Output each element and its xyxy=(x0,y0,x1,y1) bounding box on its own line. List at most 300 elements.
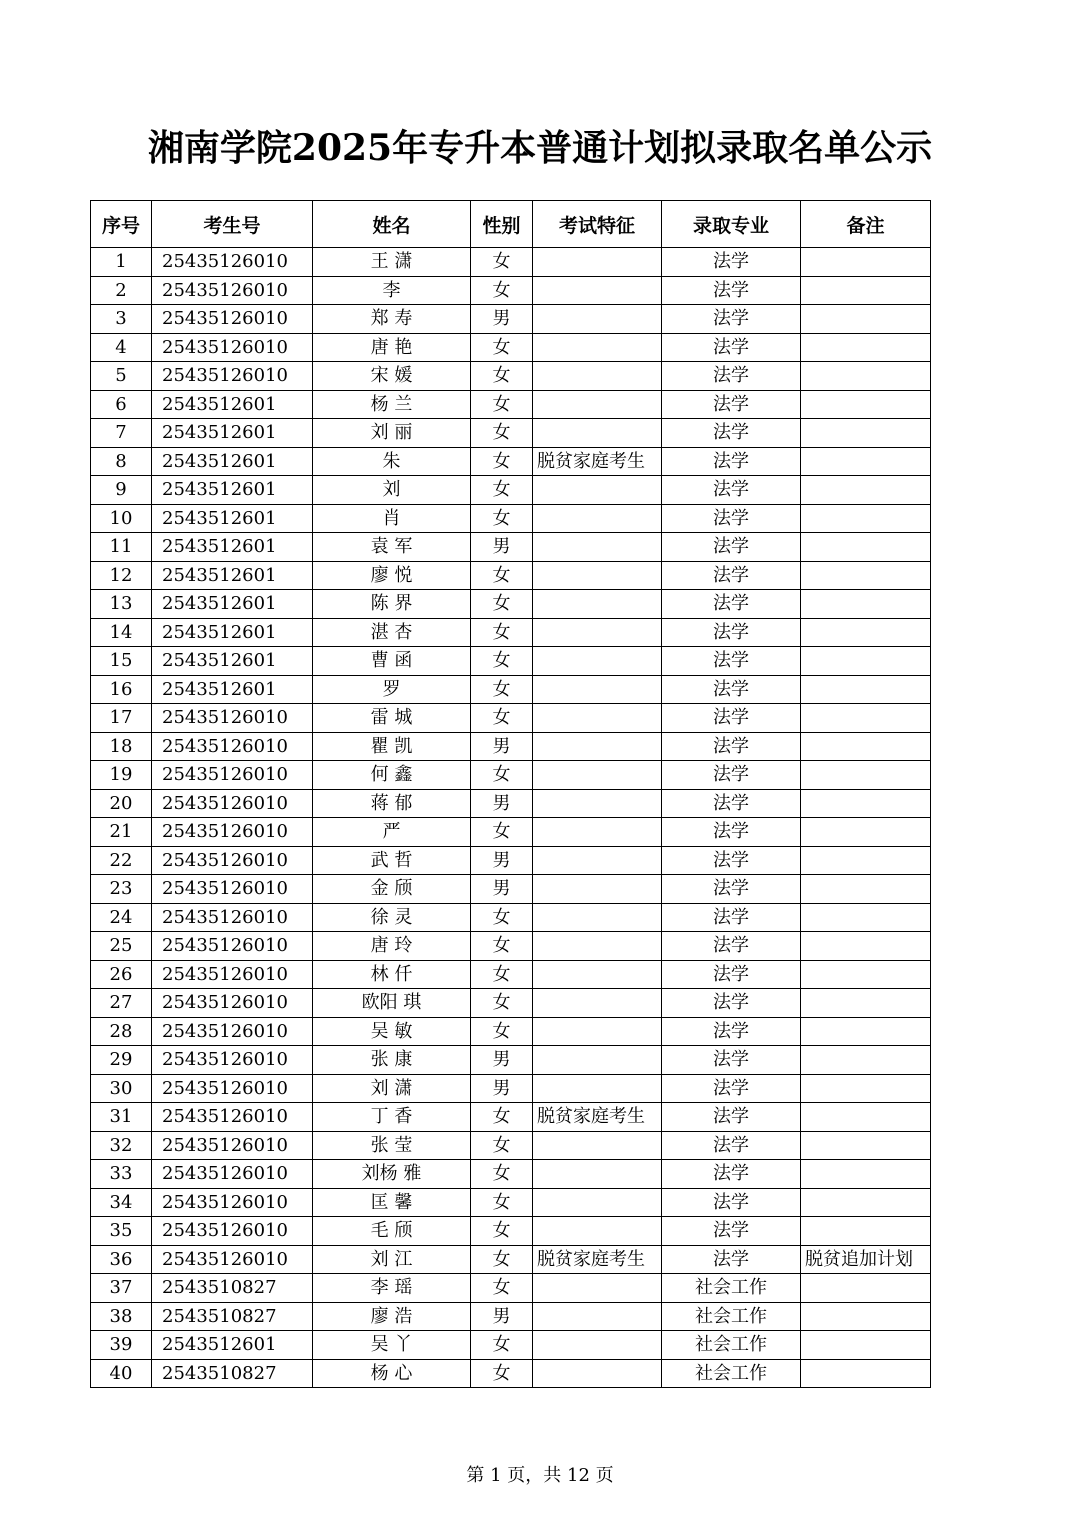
cell-major: 法学 xyxy=(662,1160,801,1189)
cell-major: 法学 xyxy=(662,1188,801,1217)
cell-gender: 女 xyxy=(471,818,533,847)
cell-remarks xyxy=(801,1017,931,1046)
cell-gender: 女 xyxy=(471,561,533,590)
cell-remarks xyxy=(801,818,931,847)
cell-seq: 39 xyxy=(91,1331,152,1360)
cell-major: 法学 xyxy=(662,419,801,448)
cell-remarks xyxy=(801,533,931,562)
cell-exam-feature xyxy=(533,789,662,818)
cell-gender: 女 xyxy=(471,1017,533,1046)
cell-exam-feature xyxy=(533,1274,662,1303)
cell-exam-feature xyxy=(533,903,662,932)
cell-name: 刘 潇 xyxy=(313,1074,471,1103)
cell-seq: 13 xyxy=(91,590,152,619)
header-remarks: 备注 xyxy=(801,201,931,248)
cell-seq: 17 xyxy=(91,704,152,733)
cell-gender: 女 xyxy=(471,647,533,676)
cell-major: 法学 xyxy=(662,789,801,818)
cell-exam-id: 25435126010 xyxy=(152,932,313,961)
cell-remarks xyxy=(801,647,931,676)
cell-exam-id: 25435126010 xyxy=(152,1217,313,1246)
cell-exam-feature xyxy=(533,1359,662,1388)
cell-exam-id: 25435126010 xyxy=(152,1245,313,1274)
cell-name: 匡 馨 xyxy=(313,1188,471,1217)
cell-exam-id: 2543512601 xyxy=(152,504,313,533)
cell-major: 法学 xyxy=(662,732,801,761)
cell-remarks xyxy=(801,248,931,277)
cell-gender: 女 xyxy=(471,1274,533,1303)
cell-name: 朱 xyxy=(313,447,471,476)
cell-remarks xyxy=(801,761,931,790)
table-row xyxy=(91,675,931,704)
cell-exam-feature xyxy=(533,647,662,676)
table-row xyxy=(91,875,931,904)
cell-exam-id: 25435126010 xyxy=(152,333,313,362)
cell-major: 法学 xyxy=(662,903,801,932)
cell-seq: 22 xyxy=(91,846,152,875)
cell-major: 法学 xyxy=(662,362,801,391)
cell-remarks xyxy=(801,333,931,362)
cell-exam-feature xyxy=(533,1046,662,1075)
table-row xyxy=(91,390,931,419)
cell-gender: 女 xyxy=(471,704,533,733)
cell-seq: 3 xyxy=(91,305,152,334)
cell-name: 王 潇 xyxy=(313,248,471,277)
cell-gender: 男 xyxy=(471,789,533,818)
table-row xyxy=(91,989,931,1018)
cell-major: 法学 xyxy=(662,390,801,419)
cell-gender: 女 xyxy=(471,333,533,362)
cell-remarks xyxy=(801,1131,931,1160)
cell-seq: 5 xyxy=(91,362,152,391)
cell-exam-feature xyxy=(533,1331,662,1360)
cell-name: 徐 灵 xyxy=(313,903,471,932)
cell-major: 法学 xyxy=(662,818,801,847)
cell-exam-id: 25435126010 xyxy=(152,248,313,277)
cell-name: 罗 xyxy=(313,675,471,704)
cell-name: 廖 浩 xyxy=(313,1302,471,1331)
cell-name: 袁 军 xyxy=(313,533,471,562)
cell-name: 何 鑫 xyxy=(313,761,471,790)
cell-exam-id: 25435126010 xyxy=(152,704,313,733)
cell-seq: 37 xyxy=(91,1274,152,1303)
table-row xyxy=(91,704,931,733)
cell-exam-id: 2543510827 xyxy=(152,1359,313,1388)
cell-remarks xyxy=(801,903,931,932)
cell-major: 法学 xyxy=(662,1217,801,1246)
cell-remarks xyxy=(801,504,931,533)
cell-remarks xyxy=(801,846,931,875)
header-name: 姓名 xyxy=(313,201,471,248)
table-row xyxy=(91,761,931,790)
cell-exam-feature xyxy=(533,618,662,647)
cell-major: 法学 xyxy=(662,476,801,505)
cell-exam-feature xyxy=(533,533,662,562)
cell-gender: 女 xyxy=(471,1103,533,1132)
cell-seq: 6 xyxy=(91,390,152,419)
cell-exam-feature xyxy=(533,1160,662,1189)
cell-seq: 27 xyxy=(91,989,152,1018)
cell-gender: 女 xyxy=(471,960,533,989)
cell-exam-id: 25435126010 xyxy=(152,789,313,818)
cell-remarks xyxy=(801,362,931,391)
cell-remarks xyxy=(801,419,931,448)
table-row xyxy=(91,1274,931,1303)
cell-seq: 24 xyxy=(91,903,152,932)
cell-remarks xyxy=(801,704,931,733)
cell-gender: 女 xyxy=(471,989,533,1018)
cell-remarks xyxy=(801,1302,931,1331)
cell-major: 法学 xyxy=(662,989,801,1018)
cell-exam-feature xyxy=(533,390,662,419)
cell-gender: 男 xyxy=(471,732,533,761)
cell-major: 法学 xyxy=(662,1131,801,1160)
cell-seq: 28 xyxy=(91,1017,152,1046)
cell-major: 法学 xyxy=(662,875,801,904)
cell-exam-feature xyxy=(533,333,662,362)
header-row xyxy=(91,201,931,248)
table-row xyxy=(91,1160,931,1189)
cell-seq: 10 xyxy=(91,504,152,533)
cell-exam-id: 2543510827 xyxy=(152,1302,313,1331)
table-row xyxy=(91,903,931,932)
cell-exam-feature: 脱贫家庭考生 xyxy=(533,1103,662,1132)
cell-name: 刘 丽 xyxy=(313,419,471,448)
cell-remarks: 脱贫追加计划 xyxy=(801,1245,931,1274)
table-row xyxy=(91,305,931,334)
cell-seq: 8 xyxy=(91,447,152,476)
table-row xyxy=(91,533,931,562)
cell-seq: 25 xyxy=(91,932,152,961)
cell-gender: 女 xyxy=(471,419,533,448)
table-row xyxy=(91,276,931,305)
cell-gender: 女 xyxy=(471,590,533,619)
cell-exam-id: 25435126010 xyxy=(152,1160,313,1189)
cell-name: 武 哲 xyxy=(313,846,471,875)
table-row xyxy=(91,476,931,505)
table-row xyxy=(91,1245,931,1274)
cell-exam-id: 2543512601 xyxy=(152,390,313,419)
table-row xyxy=(91,447,931,476)
cell-seq: 35 xyxy=(91,1217,152,1246)
cell-major: 法学 xyxy=(662,932,801,961)
cell-remarks xyxy=(801,476,931,505)
cell-exam-feature: 脱贫家庭考生 xyxy=(533,1245,662,1274)
cell-major: 法学 xyxy=(662,561,801,590)
cell-exam-id: 2543512601 xyxy=(152,476,313,505)
cell-exam-id: 2543512601 xyxy=(152,419,313,448)
cell-major: 法学 xyxy=(662,276,801,305)
cell-exam-feature xyxy=(533,1188,662,1217)
cell-seq: 21 xyxy=(91,818,152,847)
cell-exam-feature xyxy=(533,305,662,334)
cell-name: 唐 玲 xyxy=(313,932,471,961)
cell-name: 刘 江 xyxy=(313,1245,471,1274)
cell-exam-id: 25435126010 xyxy=(152,846,313,875)
page-footer: 第 1 页，共 12 页 xyxy=(466,1465,614,1486)
cell-name: 肖 xyxy=(313,504,471,533)
cell-seq: 20 xyxy=(91,789,152,818)
cell-exam-feature xyxy=(533,276,662,305)
cell-exam-id: 25435126010 xyxy=(152,818,313,847)
cell-seq: 23 xyxy=(91,875,152,904)
cell-gender: 女 xyxy=(471,447,533,476)
cell-exam-feature xyxy=(533,818,662,847)
cell-name: 李 瑶 xyxy=(313,1274,471,1303)
cell-name: 刘 xyxy=(313,476,471,505)
cell-seq: 12 xyxy=(91,561,152,590)
cell-major: 法学 xyxy=(662,704,801,733)
cell-remarks xyxy=(801,390,931,419)
cell-major: 社会工作 xyxy=(662,1302,801,1331)
table-row xyxy=(91,362,931,391)
header-exam-feature: 考试特征 xyxy=(533,201,662,248)
cell-exam-id: 25435126010 xyxy=(152,761,313,790)
cell-exam-id: 25435126010 xyxy=(152,1188,313,1217)
cell-exam-feature xyxy=(533,561,662,590)
cell-remarks xyxy=(801,875,931,904)
table-row xyxy=(91,647,931,676)
table-row xyxy=(91,1103,931,1132)
cell-major: 法学 xyxy=(662,761,801,790)
cell-major: 法学 xyxy=(662,447,801,476)
cell-seq: 29 xyxy=(91,1046,152,1075)
cell-seq: 36 xyxy=(91,1245,152,1274)
cell-seq: 15 xyxy=(91,647,152,676)
cell-exam-feature xyxy=(533,989,662,1018)
table-row xyxy=(91,248,931,277)
cell-major: 社会工作 xyxy=(662,1274,801,1303)
cell-exam-id: 2543510827 xyxy=(152,1274,313,1303)
cell-seq: 26 xyxy=(91,960,152,989)
cell-gender: 男 xyxy=(471,305,533,334)
cell-gender: 男 xyxy=(471,533,533,562)
table-row xyxy=(91,561,931,590)
cell-exam-feature: 脱贫家庭考生 xyxy=(533,447,662,476)
cell-name: 陈 界 xyxy=(313,590,471,619)
cell-seq: 34 xyxy=(91,1188,152,1217)
header-major: 录取专业 xyxy=(662,201,801,248)
cell-name: 宋 媛 xyxy=(313,362,471,391)
cell-name: 金 颀 xyxy=(313,875,471,904)
cell-exam-id: 2543512601 xyxy=(152,533,313,562)
cell-exam-feature xyxy=(533,590,662,619)
table-row xyxy=(91,789,931,818)
cell-name: 唐 艳 xyxy=(313,333,471,362)
cell-remarks xyxy=(801,561,931,590)
cell-exam-id: 25435126010 xyxy=(152,362,313,391)
table-row xyxy=(91,1331,931,1360)
cell-name: 曹 函 xyxy=(313,647,471,676)
cell-exam-id: 25435126010 xyxy=(152,1017,313,1046)
cell-remarks xyxy=(801,989,931,1018)
cell-major: 社会工作 xyxy=(662,1359,801,1388)
admission-table xyxy=(90,200,931,1388)
cell-major: 法学 xyxy=(662,647,801,676)
cell-major: 法学 xyxy=(662,305,801,334)
table-row xyxy=(91,618,931,647)
cell-gender: 男 xyxy=(471,875,533,904)
cell-remarks xyxy=(801,960,931,989)
cell-seq: 2 xyxy=(91,276,152,305)
cell-name: 蒋 郁 xyxy=(313,789,471,818)
cell-remarks xyxy=(801,1103,931,1132)
cell-exam-feature xyxy=(533,846,662,875)
cell-seq: 31 xyxy=(91,1103,152,1132)
cell-name: 欧阳 琪 xyxy=(313,989,471,1018)
cell-gender: 女 xyxy=(471,1359,533,1388)
table-row xyxy=(91,1217,931,1246)
table-row xyxy=(91,932,931,961)
cell-exam-id: 2543512601 xyxy=(152,447,313,476)
cell-name: 雷 城 xyxy=(313,704,471,733)
cell-seq: 1 xyxy=(91,248,152,277)
cell-gender: 女 xyxy=(471,504,533,533)
cell-exam-id: 25435126010 xyxy=(152,1131,313,1160)
table-row xyxy=(91,1188,931,1217)
cell-gender: 女 xyxy=(471,903,533,932)
cell-exam-feature xyxy=(533,875,662,904)
cell-exam-id: 25435126010 xyxy=(152,960,313,989)
cell-gender: 女 xyxy=(471,1331,533,1360)
cell-major: 法学 xyxy=(662,590,801,619)
cell-remarks xyxy=(801,1359,931,1388)
cell-exam-feature xyxy=(533,1131,662,1160)
table-header xyxy=(91,201,931,248)
cell-gender: 男 xyxy=(471,846,533,875)
table-row xyxy=(91,1131,931,1160)
cell-remarks xyxy=(801,1188,931,1217)
cell-seq: 4 xyxy=(91,333,152,362)
cell-major: 法学 xyxy=(662,846,801,875)
cell-exam-id: 25435126010 xyxy=(152,989,313,1018)
cell-remarks xyxy=(801,590,931,619)
cell-name: 瞿 凯 xyxy=(313,732,471,761)
cell-gender: 女 xyxy=(471,1245,533,1274)
cell-exam-feature xyxy=(533,1302,662,1331)
cell-gender: 女 xyxy=(471,1188,533,1217)
cell-exam-feature xyxy=(533,932,662,961)
cell-name: 林 仟 xyxy=(313,960,471,989)
cell-name: 毛 颀 xyxy=(313,1217,471,1246)
cell-remarks xyxy=(801,618,931,647)
cell-seq: 19 xyxy=(91,761,152,790)
cell-name: 廖 悦 xyxy=(313,561,471,590)
cell-major: 法学 xyxy=(662,1017,801,1046)
cell-seq: 40 xyxy=(91,1359,152,1388)
cell-exam-feature xyxy=(533,732,662,761)
cell-exam-id: 2543512601 xyxy=(152,1331,313,1360)
table-row xyxy=(91,1074,931,1103)
table-row xyxy=(91,1046,931,1075)
cell-seq: 33 xyxy=(91,1160,152,1189)
cell-exam-id: 25435126010 xyxy=(152,1046,313,1075)
cell-name: 杨 兰 xyxy=(313,390,471,419)
cell-major: 法学 xyxy=(662,1103,801,1132)
cell-exam-id: 25435126010 xyxy=(152,276,313,305)
cell-seq: 9 xyxy=(91,476,152,505)
header-seq: 序号 xyxy=(91,201,152,248)
cell-exam-id: 2543512601 xyxy=(152,561,313,590)
cell-remarks xyxy=(801,305,931,334)
cell-exam-feature xyxy=(533,960,662,989)
cell-remarks xyxy=(801,1074,931,1103)
table-row xyxy=(91,1302,931,1331)
cell-exam-feature xyxy=(533,362,662,391)
cell-name: 吴 丫 xyxy=(313,1331,471,1360)
cell-seq: 38 xyxy=(91,1302,152,1331)
cell-name: 湛 杏 xyxy=(313,618,471,647)
cell-exam-id: 2543512601 xyxy=(152,647,313,676)
cell-major: 社会工作 xyxy=(662,1331,801,1360)
cell-seq: 7 xyxy=(91,419,152,448)
cell-gender: 女 xyxy=(471,1160,533,1189)
cell-exam-id: 2543512601 xyxy=(152,675,313,704)
cell-exam-feature xyxy=(533,1017,662,1046)
cell-gender: 女 xyxy=(471,675,533,704)
cell-name: 张 康 xyxy=(313,1046,471,1075)
cell-major: 法学 xyxy=(662,1245,801,1274)
cell-major: 法学 xyxy=(662,1046,801,1075)
cell-remarks xyxy=(801,447,931,476)
cell-exam-feature xyxy=(533,476,662,505)
cell-exam-feature xyxy=(533,1217,662,1246)
table-row xyxy=(91,590,931,619)
cell-major: 法学 xyxy=(662,504,801,533)
cell-gender: 男 xyxy=(471,1074,533,1103)
cell-exam-id: 25435126010 xyxy=(152,1103,313,1132)
cell-gender: 女 xyxy=(471,1131,533,1160)
table-row xyxy=(91,846,931,875)
cell-seq: 16 xyxy=(91,675,152,704)
cell-name: 丁 香 xyxy=(313,1103,471,1132)
cell-gender: 女 xyxy=(471,276,533,305)
cell-remarks xyxy=(801,1160,931,1189)
cell-exam-id: 25435126010 xyxy=(152,305,313,334)
cell-remarks xyxy=(801,1331,931,1360)
cell-name: 刘杨 雅 xyxy=(313,1160,471,1189)
cell-name: 郑 寿 xyxy=(313,305,471,334)
cell-gender: 男 xyxy=(471,1046,533,1075)
table-row xyxy=(91,818,931,847)
cell-name: 杨 心 xyxy=(313,1359,471,1388)
header-gender: 性别 xyxy=(471,201,533,248)
cell-exam-feature xyxy=(533,504,662,533)
cell-gender: 女 xyxy=(471,476,533,505)
table-row xyxy=(91,1017,931,1046)
page-title: 湘南学院2025年专升本普通计划拟录取名单公示 xyxy=(147,127,933,169)
table-row xyxy=(91,732,931,761)
cell-major: 法学 xyxy=(662,960,801,989)
cell-major: 法学 xyxy=(662,618,801,647)
cell-exam-feature xyxy=(533,1074,662,1103)
cell-gender: 女 xyxy=(471,618,533,647)
table-row xyxy=(91,333,931,362)
cell-major: 法学 xyxy=(662,675,801,704)
table-body xyxy=(91,248,931,1388)
cell-exam-id: 25435126010 xyxy=(152,903,313,932)
cell-name: 吴 敏 xyxy=(313,1017,471,1046)
cell-major: 法学 xyxy=(662,333,801,362)
cell-remarks xyxy=(801,675,931,704)
cell-exam-id: 2543512601 xyxy=(152,590,313,619)
cell-major: 法学 xyxy=(662,1074,801,1103)
table-row xyxy=(91,419,931,448)
table-row xyxy=(91,504,931,533)
cell-seq: 11 xyxy=(91,533,152,562)
cell-exam-feature xyxy=(533,248,662,277)
cell-gender: 女 xyxy=(471,362,533,391)
